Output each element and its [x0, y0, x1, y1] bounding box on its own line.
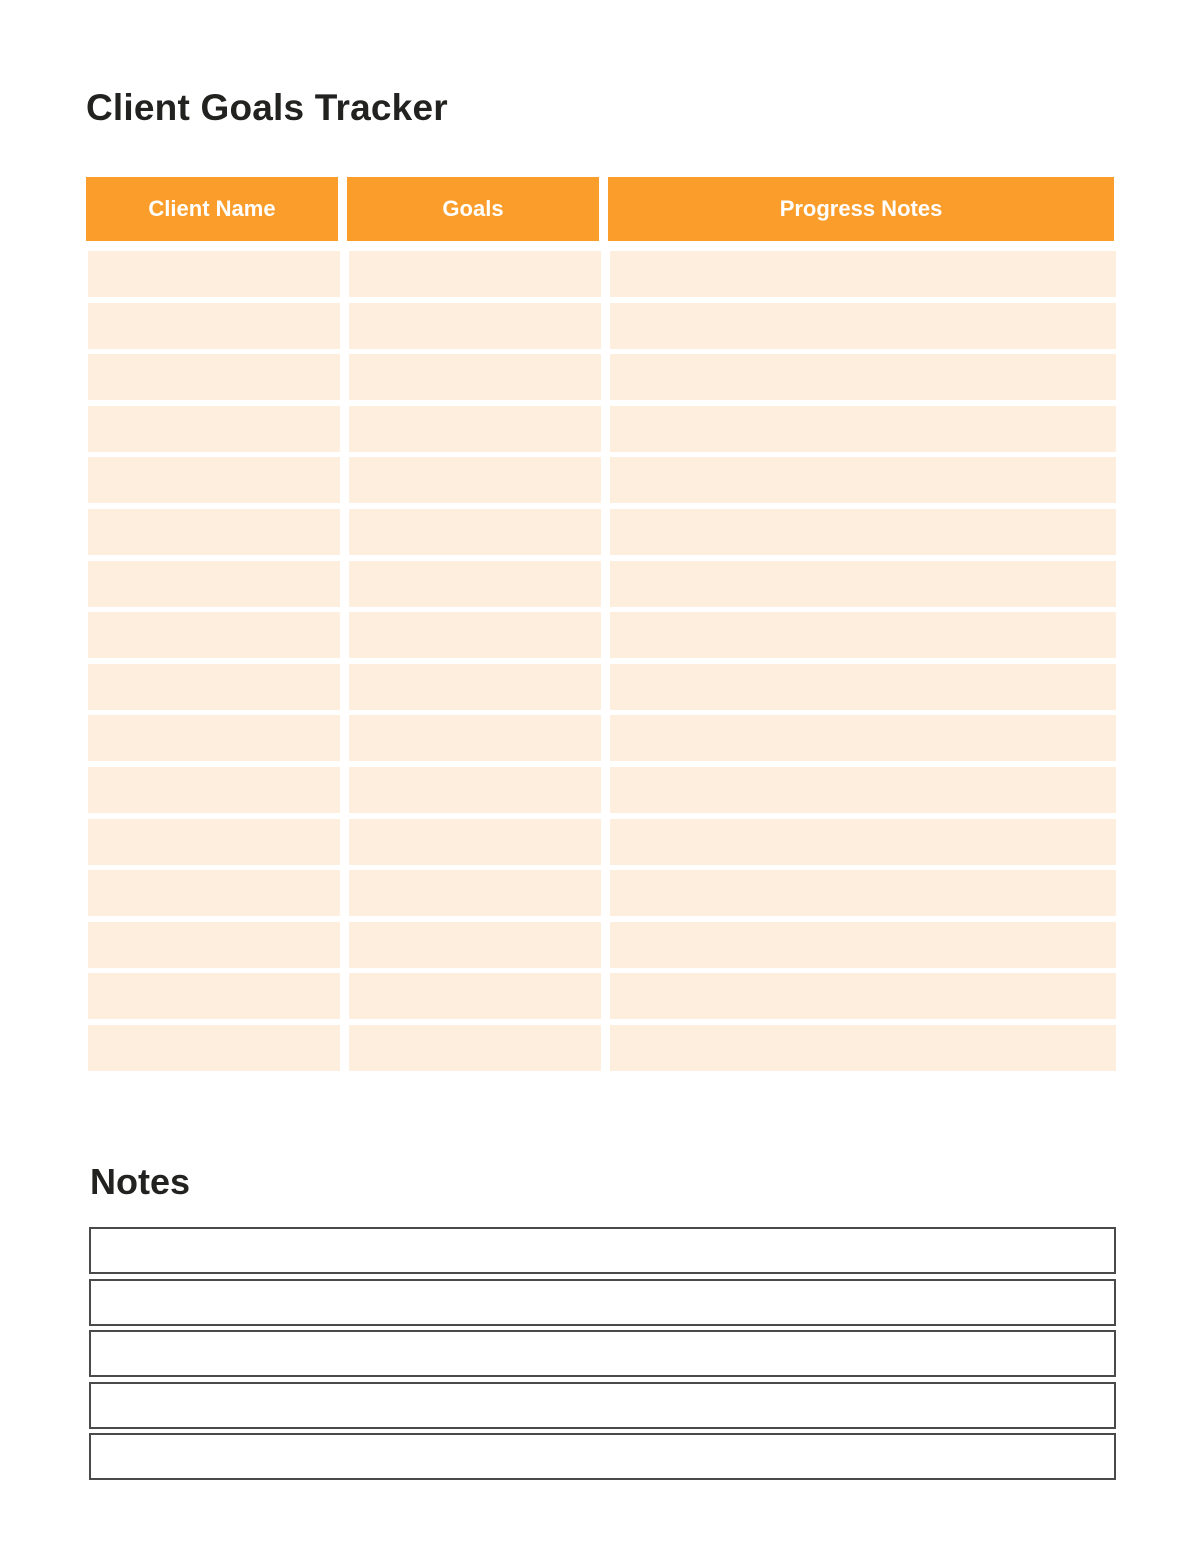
header-progress-notes: Progress Notes	[608, 177, 1114, 241]
cell-client-name[interactable]	[88, 1025, 340, 1071]
header-goals: Goals	[347, 177, 599, 241]
cell-progress-notes[interactable]	[610, 406, 1116, 452]
cell-goals[interactable]	[349, 303, 601, 349]
cell-progress-notes[interactable]	[610, 457, 1116, 503]
cell-progress-notes[interactable]	[610, 354, 1116, 400]
cell-goals[interactable]	[349, 715, 601, 761]
header-client-name: Client Name	[86, 177, 338, 241]
notes-title: Notes	[90, 1161, 191, 1202]
notes-line[interactable]	[89, 1382, 1116, 1429]
cell-progress-notes[interactable]	[610, 973, 1116, 1019]
cell-goals[interactable]	[349, 819, 601, 865]
cell-client-name[interactable]	[88, 973, 340, 1019]
cell-client-name[interactable]	[88, 664, 340, 710]
cell-client-name[interactable]	[88, 406, 340, 452]
cell-goals[interactable]	[349, 767, 601, 813]
cell-goals[interactable]	[349, 251, 601, 297]
cell-progress-notes[interactable]	[610, 509, 1116, 555]
cell-goals[interactable]	[349, 406, 601, 452]
cell-goals[interactable]	[349, 922, 601, 968]
cell-client-name[interactable]	[88, 922, 340, 968]
notes-line[interactable]	[89, 1330, 1116, 1377]
cell-client-name[interactable]	[88, 251, 340, 297]
cell-client-name[interactable]	[88, 870, 340, 916]
notes-line[interactable]	[89, 1433, 1116, 1480]
cell-goals[interactable]	[349, 612, 601, 658]
cell-progress-notes[interactable]	[610, 251, 1116, 297]
cell-client-name[interactable]	[88, 509, 340, 555]
cell-goals[interactable]	[349, 354, 601, 400]
cell-goals[interactable]	[349, 561, 601, 607]
cell-client-name[interactable]	[88, 354, 340, 400]
cell-progress-notes[interactable]	[610, 819, 1116, 865]
notes-line[interactable]	[89, 1279, 1116, 1326]
cell-progress-notes[interactable]	[610, 303, 1116, 349]
cell-progress-notes[interactable]	[610, 715, 1116, 761]
cell-goals[interactable]	[349, 870, 601, 916]
cell-progress-notes[interactable]	[610, 664, 1116, 710]
cell-goals[interactable]	[349, 509, 601, 555]
cell-goals[interactable]	[349, 664, 601, 710]
cell-client-name[interactable]	[88, 715, 340, 761]
cell-progress-notes[interactable]	[610, 870, 1116, 916]
notes-line[interactable]	[89, 1227, 1116, 1274]
cell-client-name[interactable]	[88, 767, 340, 813]
cell-progress-notes[interactable]	[610, 1025, 1116, 1071]
cell-client-name[interactable]	[88, 303, 340, 349]
cell-goals[interactable]	[349, 973, 601, 1019]
cell-progress-notes[interactable]	[610, 767, 1116, 813]
cell-goals[interactable]	[349, 1025, 601, 1071]
page-title: Client Goals Tracker	[86, 87, 448, 128]
cell-client-name[interactable]	[88, 612, 340, 658]
cell-progress-notes[interactable]	[610, 612, 1116, 658]
cell-client-name[interactable]	[88, 819, 340, 865]
cell-client-name[interactable]	[88, 457, 340, 503]
cell-progress-notes[interactable]	[610, 561, 1116, 607]
cell-goals[interactable]	[349, 457, 601, 503]
cell-progress-notes[interactable]	[610, 922, 1116, 968]
cell-client-name[interactable]	[88, 561, 340, 607]
